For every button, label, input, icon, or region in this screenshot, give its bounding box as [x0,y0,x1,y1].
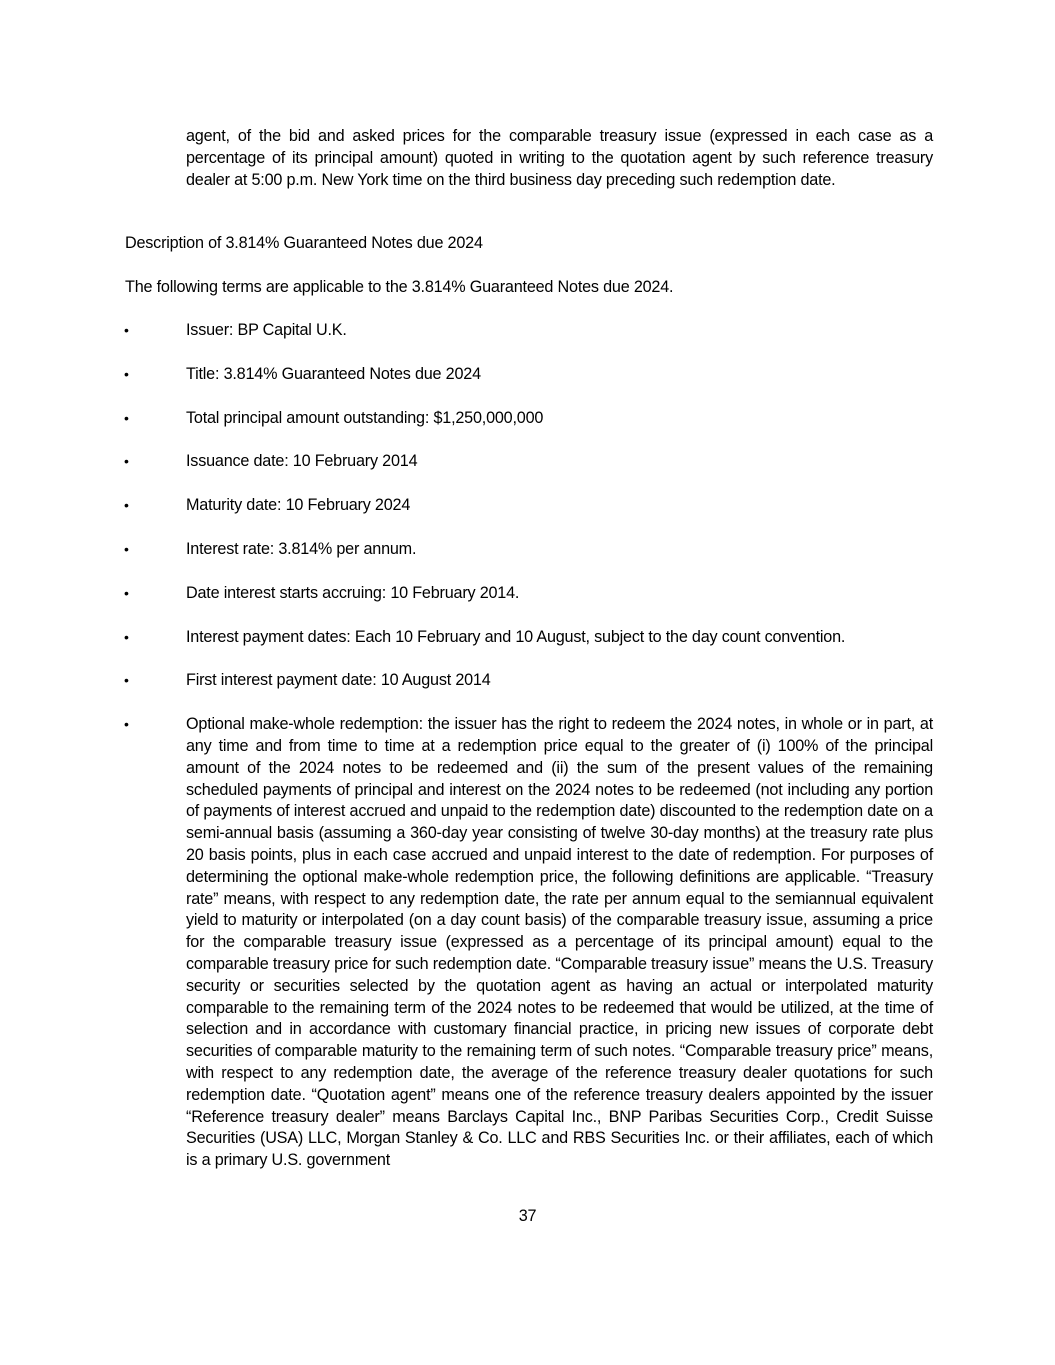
term-text: First interest payment date: 10 August 2014 [186,671,491,690]
bullet-icon: • [124,716,129,733]
bullet-icon: • [124,584,129,601]
term-text: Interest payment dates: Each 10 February and 10 August, subject to the day count convention. [186,627,846,646]
term-text: Maturity date: 10 February 2024 [186,496,411,515]
term-text: Issuance date: 10 February 2014 [186,452,418,471]
section-heading: Description of 3.814% Guaranteed Notes due 2024 [125,234,483,252]
term-text: Optional make-whole redemption: the issuer has the right to redeem the 2024 notes, in whole or in part, at any time and from time to time at a redemption price equal to the greater of (i) 100% of the principal amount of the 2024 notes to be redeemed and (ii) the sum of the present values of the remaining scheduled payments of principal and interest on the 2024 notes to be redeemed (not including any portion of payments of interest accrued and unpaid to the redemption date) discounted to the redemption date on a semi-annual basis (assuming a 360-day year consisting of twelve 30-day months) at the treasury rate plus 20 basis points, plus in each case accrued and unpaid interest to the date of redemption. For purposes of determining the optional make-whole redemption price, the following definitions are applicable. “Treasury rate” means, with respect to any redemption date, the rate per annum equal to the semiannual equivalent yield to maturity or interpolated (on a day count basis) of the comparable treasury issue, assuming a price for the comparable treasury issue (expressed as a percentage of its principal amount) equal to the comparable treasury price for such redemption date. “Comparable treasury issue” means the U.S. Treasury security or securities selected by the quotation agent as having an actual or interpolated maturity comparable to the remaining term of the 2024 notes to be redeemed that would be utilized, at the time of selection and in accordance with customary financial practice, in pricing new issues of corporate debt securities of comparable maturity to the remaining term of such notes. “Comparable treasury price” means, with respect to any redemption date, the average of the reference treasury dealer quotations for such redemption date. “Quotation agent” means one of the reference treasury dealers appointed by the issuer “Reference treasury dealer” means Barclays Capital Inc., BNP Paribas Securities Corp., Credit Suisse Securities (USA) LLC, Morgan Stanley & Co. LLC and RBS Securities Inc. or their affiliates, each of which is a primary U.S. government [186,715,933,1170]
bullet-icon: • [124,365,129,382]
term-text: Title: 3.814% Guaranteed Notes due 2024 [186,364,481,383]
bullet-icon: • [124,672,129,689]
term-total-principal [0,408,933,430]
term-first-interest-payment [0,670,933,692]
term-text: Issuer: BP Capital U.K. [186,321,347,339]
bullet-icon: • [124,540,129,557]
bullet-icon: • [124,628,129,645]
term-maturity-date [0,495,933,517]
term-interest-payment-dates [0,627,933,649]
term-title [0,364,933,386]
term-interest-rate [0,539,933,561]
bullet-icon: • [124,453,129,470]
term-interest-accrual-start [0,583,933,605]
page-number: 37 [518,1207,537,1225]
intro-text: The following terms are applicable to the 3.814% Guaranteed Notes due 2024. [125,278,674,296]
term-text: Date interest starts accruing: 10 February 2014. [186,583,520,602]
bullet-icon: • [124,497,129,514]
bullet-icon: • [124,409,129,426]
term-text: Total principal amount outstanding: $1,250,000,000 [186,408,544,427]
term-issuance-date [0,451,933,473]
continuation-paragraph: agent, of the bid and asked prices for the comparable treasury issue (expressed in each case as a percentage of its principal amount) quoted in writing to the quotation agent by such reference treasury dealer at 5:00 p.m. New York time on the third business day preceding such redemption date. [186,127,933,189]
term-text: Interest rate: 3.814% per annum. [186,539,417,558]
term-optional-redemption [0,714,933,1172]
bullet-icon: • [124,322,129,338]
term-issuer [0,320,933,342]
terms-list [0,320,1055,1194]
